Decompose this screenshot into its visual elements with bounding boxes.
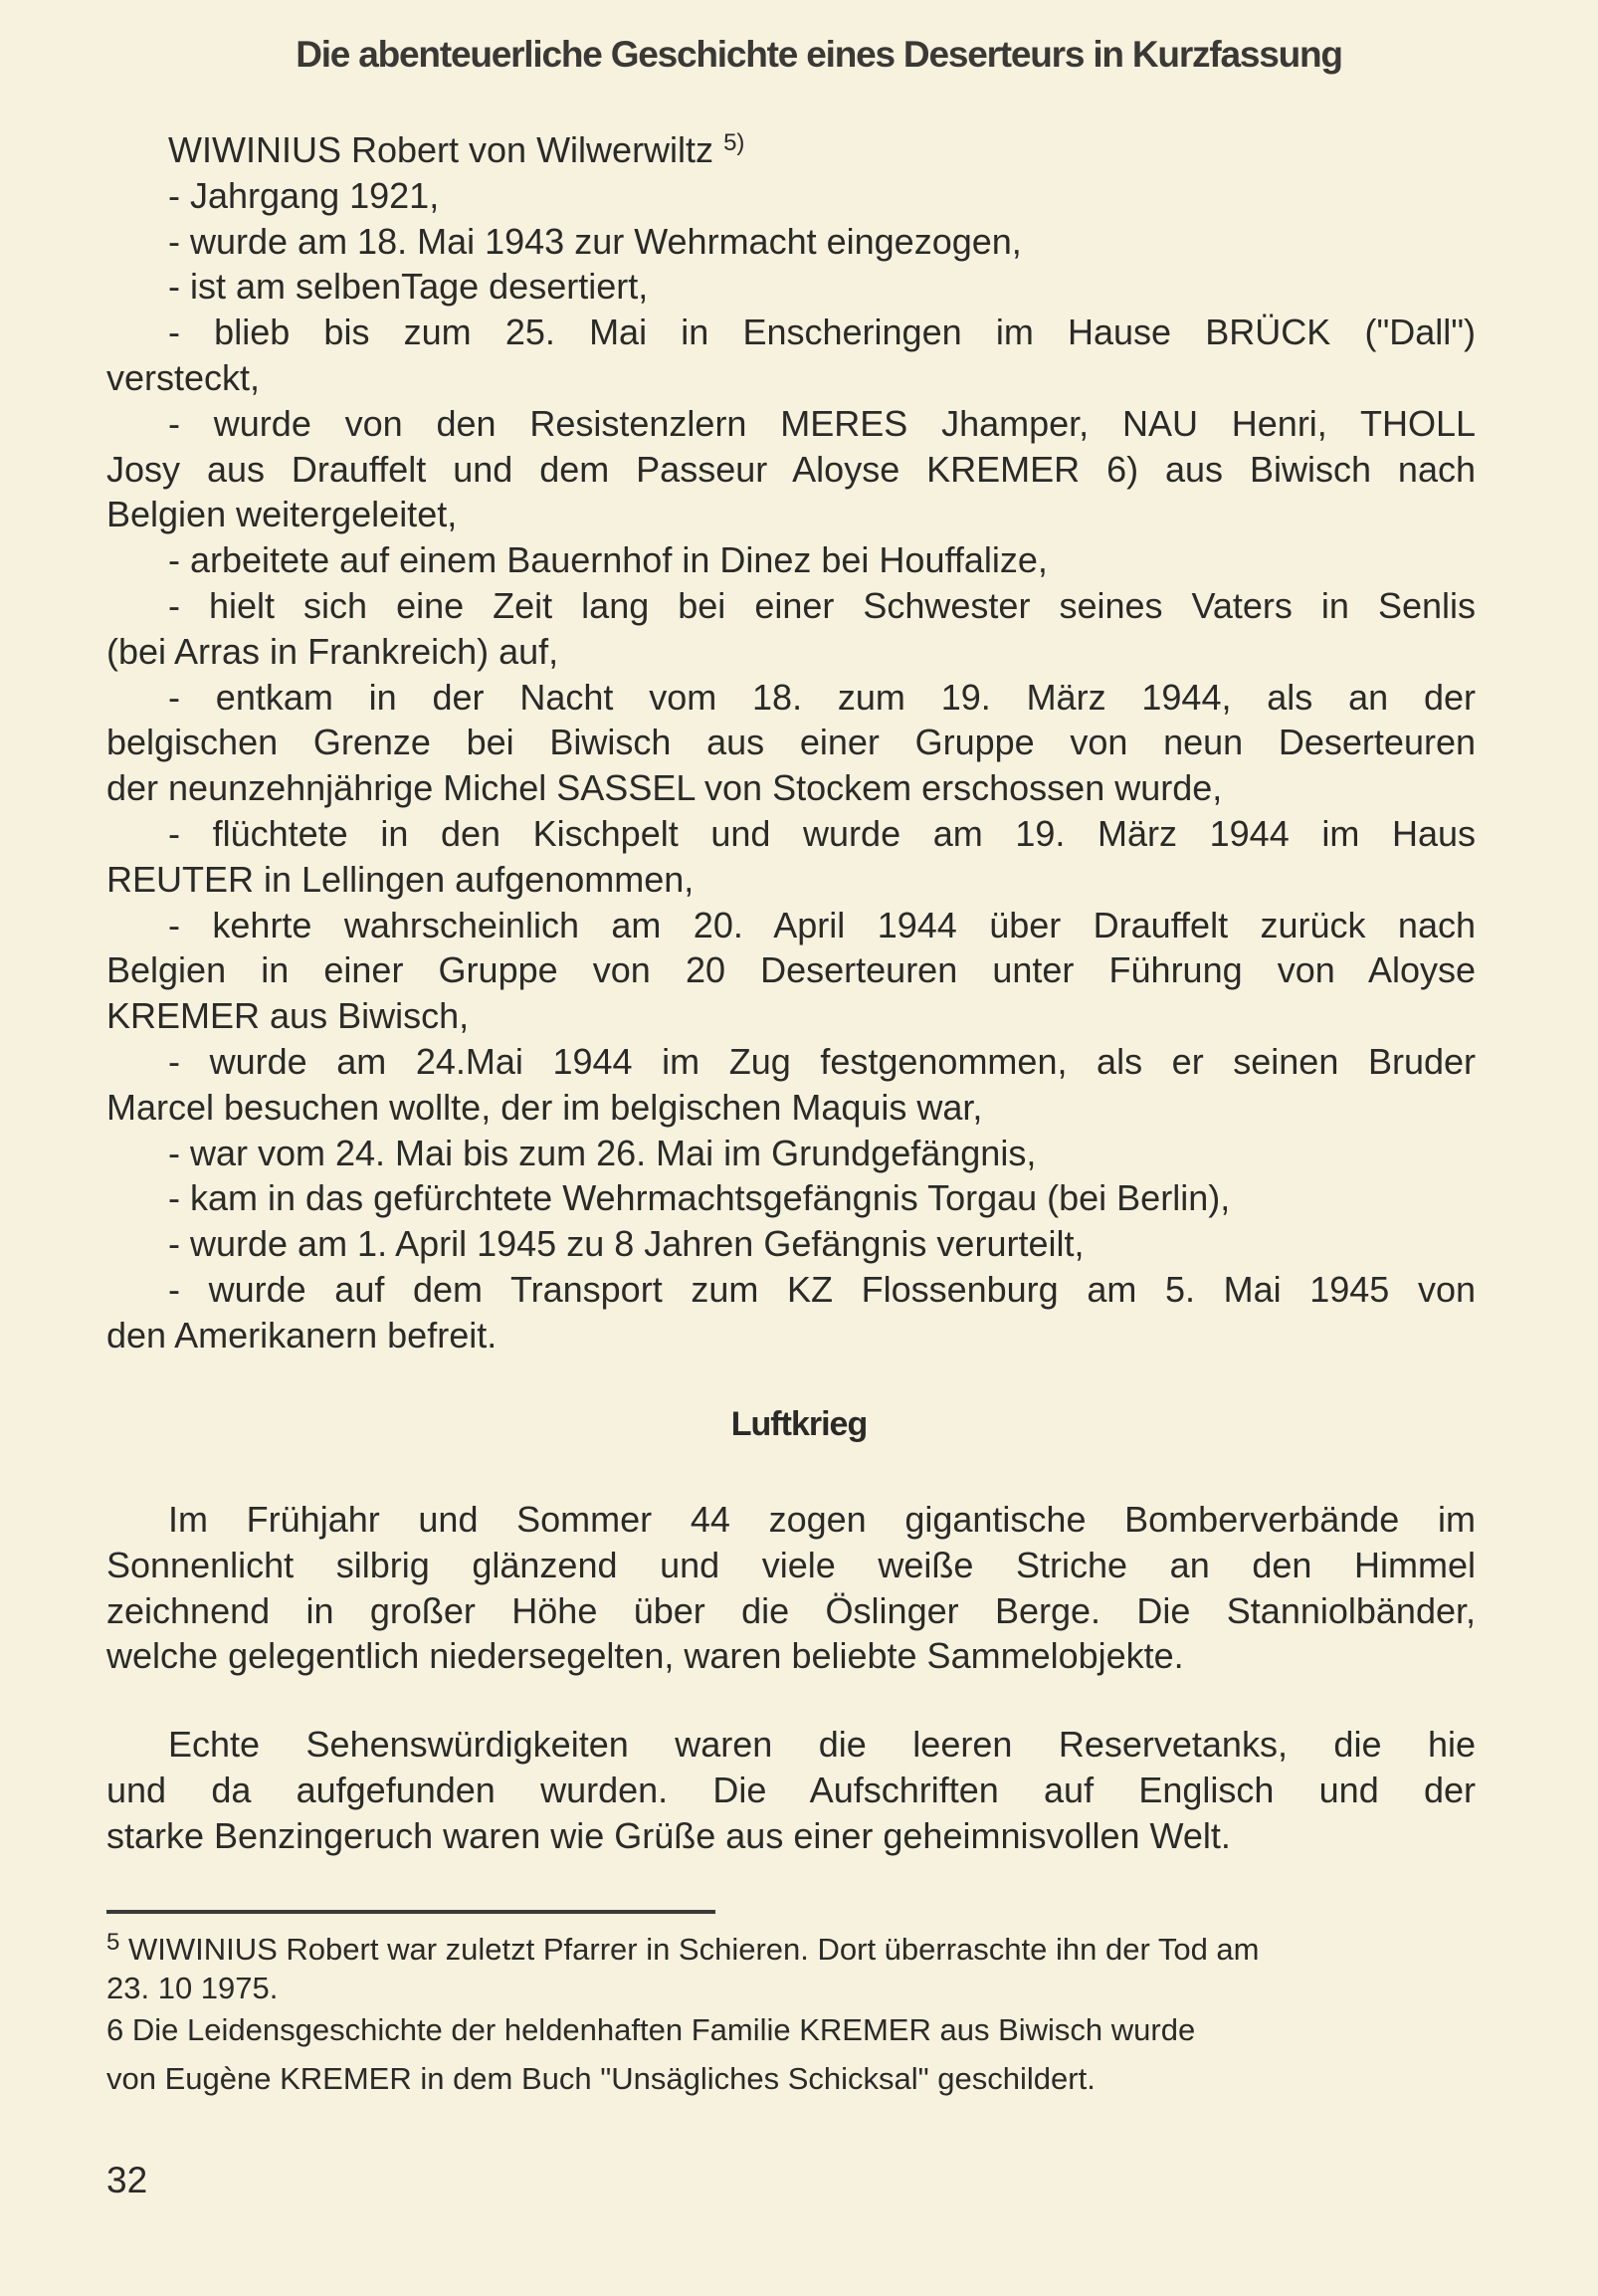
biography-items bbox=[106, 173, 1476, 1358]
text-line: - arbeitete auf einem Bauernhof in Dinez bei Houffalize, bbox=[168, 539, 1048, 581]
intro-line bbox=[106, 127, 1476, 173]
deserter-biography bbox=[106, 127, 1476, 1358]
text-line: versteckt, bbox=[106, 356, 261, 398]
paragraph bbox=[106, 1497, 1476, 1679]
text-line: Im Frühjahr und Sommer 44 zogen gigantische Bomberverbände im bbox=[168, 1499, 1476, 1540]
footnote-ref: 5) bbox=[723, 129, 745, 156]
text-line: - wurde am 1. April 1945 zu 8 Jahren Gefängnis verurteilt, bbox=[168, 1223, 1085, 1265]
text-line: - wurde am 24.Mai 1944 im Zug festgenommen, als er seinen Bruder bbox=[168, 1040, 1476, 1082]
list-item bbox=[106, 1175, 1476, 1221]
list-item bbox=[106, 401, 1476, 537]
footnote-line bbox=[106, 1971, 1519, 2006]
list-item bbox=[106, 1267, 1476, 1358]
list-item bbox=[106, 537, 1476, 583]
text-line: der neunzehnjährige Michel SASSEL von Stockem erschossen wurde, bbox=[106, 767, 1223, 809]
text-line: - war vom 24. Mai bis zum 26. Mai im Grundgefängnis, bbox=[168, 1132, 1037, 1173]
footnote-text: Die Leidensgeschichte der heldenhaften Familie KREMER aus Biwisch wurde bbox=[131, 2012, 1196, 2047]
text-line: - Jahrgang 1921, bbox=[168, 174, 440, 216]
list-item bbox=[106, 675, 1476, 811]
section-heading: Luftkrieg bbox=[730, 1405, 868, 1443]
text-line: starke Benzingeruch waren wie Grüße aus einer geheimnisvollen Welt. bbox=[106, 1814, 1231, 1856]
text-line: - flüchtete in den Kischpelt und wurde am 19. März 1944 im Haus bbox=[168, 812, 1476, 854]
list-item bbox=[106, 1221, 1476, 1267]
text-line: Sonnenlicht silbrig glänzend und viele weiße Striche an den Himmel bbox=[106, 1544, 1476, 1585]
text-line: Josy aus Drauffelt und dem Passeur Aloyse KREMER 6) aus Biwisch nach bbox=[106, 448, 1476, 490]
list-item bbox=[106, 903, 1476, 1039]
footnote-number: 6 bbox=[106, 2012, 124, 2047]
footnote-text: von Eugène KREMER in dem Buch "Unsägliches Schicksal" geschildert. bbox=[106, 2061, 1096, 2096]
footnote-number: 5 bbox=[106, 1929, 120, 1956]
list-item bbox=[106, 310, 1476, 401]
text-line: REUTER in Lellingen aufgenommen, bbox=[106, 858, 695, 900]
footnote-text: 23. 10 1975. bbox=[106, 1971, 279, 2005]
text-line: - kam in das gefürchtete Wehrmachtsgefängnis Torgau (bei Berlin), bbox=[168, 1177, 1231, 1219]
list-item bbox=[106, 583, 1476, 675]
text-line: - ist am selbenTage desertiert, bbox=[168, 266, 649, 308]
text-line: - entkam in der Nacht vom 18. zum 19. März 1944, als an der bbox=[168, 676, 1476, 718]
text-line: Marcel besuchen wollte, der im belgischen Maquis war, bbox=[106, 1086, 983, 1128]
footnote-line bbox=[106, 1929, 1519, 1968]
list-item bbox=[106, 1131, 1476, 1176]
paragraph bbox=[106, 1722, 1476, 1858]
footnote-line bbox=[106, 2061, 1519, 2097]
intro-name: WIWINIUS Robert von Wilwerwiltz bbox=[168, 129, 714, 170]
text-line: den Amerikanern befreit. bbox=[106, 1314, 498, 1356]
text-line: und da aufgefunden wurden. Die Aufschriften auf Englisch und der bbox=[106, 1769, 1476, 1810]
list-item bbox=[106, 1039, 1476, 1131]
text-line: - wurde von den Resistenzlern MERES Jhamper, NAU Henri, THOLL bbox=[168, 402, 1476, 444]
text-line: - hielt sich eine Zeit lang bei einer Schwester seines Vaters in Senlis bbox=[168, 584, 1476, 626]
text-line: Belgien weitergeleitet, bbox=[106, 494, 458, 535]
text-line: - wurde auf dem Transport zum KZ Flossenburg am 5. Mai 1945 von bbox=[168, 1268, 1476, 1310]
text-line: KREMER aus Biwisch, bbox=[106, 995, 470, 1037]
text-line: - kehrte wahrscheinlich am 20. April 1944 über Drauffelt zurück nach bbox=[168, 904, 1476, 945]
list-item bbox=[106, 264, 1476, 310]
text-line: belgischen Grenze bei Biwisch aus einer Gruppe von neun Deserteuren bbox=[106, 722, 1476, 763]
footnote-text: WIWINIUS Robert war zuletzt Pfarrer in Schieren. Dort überraschte ihn der Tod am bbox=[127, 1932, 1260, 1967]
footnote-line bbox=[106, 2012, 1519, 2048]
text-line: Echte Sehenswürdigkeiten waren die leeren Reservetanks, die hie bbox=[168, 1724, 1476, 1765]
page-title: Die abenteuerliche Geschichte eines Deserteurs in Kurzfassung bbox=[296, 34, 1342, 75]
list-item bbox=[106, 173, 1476, 219]
text-line: - blieb bis zum 25. Mai in Enscheringen im Hause BRÜCK ("Dall") bbox=[168, 312, 1476, 353]
list-item bbox=[106, 811, 1476, 903]
text-line: zeichnend in großer Höhe über die Öslinger Berge. Die Stanniolbänder, bbox=[106, 1589, 1476, 1631]
page-number: 32 bbox=[106, 2160, 148, 2200]
text-line: - wurde am 18. Mai 1943 zur Wehrmacht eingezogen, bbox=[168, 220, 1022, 262]
footnote-divider bbox=[106, 1910, 715, 1914]
list-item bbox=[106, 219, 1476, 265]
text-line: (bei Arras in Frankreich) auf, bbox=[106, 630, 559, 672]
text-line: Belgien in einer Gruppe von 20 Deserteuren unter Führung von Aloyse bbox=[106, 949, 1476, 991]
text-line: welche gelegentlich niedersegelten, waren beliebte Sammelobjekte. bbox=[106, 1635, 1184, 1677]
